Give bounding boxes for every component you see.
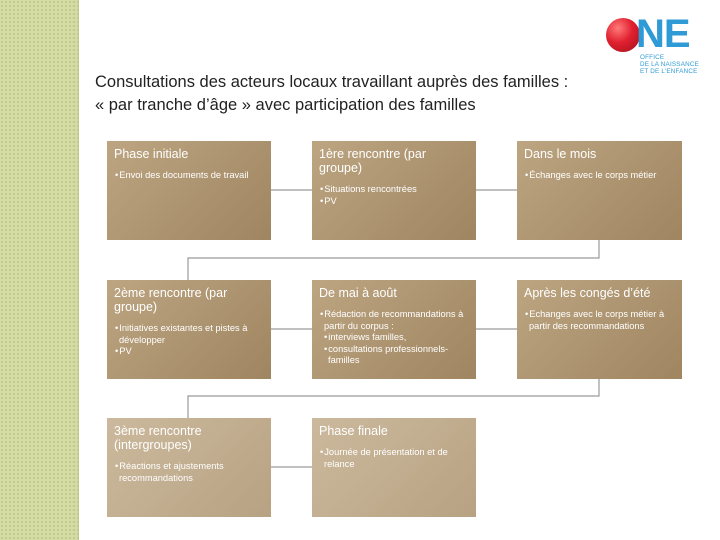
box-troisieme-rencontre <box>107 418 271 517</box>
box-item-list <box>319 309 470 367</box>
box-item: • Envoi des documents de travail <box>114 170 265 182</box>
box-phase-initiale <box>107 141 271 240</box>
box-heading: Phase finale <box>319 424 388 438</box>
box-heading: 3ème rencontre (intergroupes) <box>114 424 202 452</box>
box-dans-le-mois <box>517 141 682 240</box>
logo-subtitle-line3: ET DE L’ENFANCE <box>640 68 698 75</box>
page-title-line1: Consultations des acteurs locaux travaillant auprès des familles : <box>95 73 569 91</box>
box-heading: Phase initiale <box>114 147 189 161</box>
box-item: • Echanges avec le corps métier à partir des recommandations <box>524 309 676 332</box>
box-item: • PV <box>114 346 265 358</box>
box-item-list <box>524 309 676 332</box>
box-heading: 2ème rencontre (par groupe) <box>114 286 228 314</box>
box-item: • Initiatives existantes et pistes à développer <box>114 323 265 346</box>
connector-row1-row2 <box>188 240 599 280</box>
box-item: • Réactions et ajustements recommandations <box>114 461 265 484</box>
page-title-line2: « par tranche d’âge » avec participation des familles <box>95 96 476 114</box>
box-heading: Après les congés d’été <box>524 286 651 300</box>
connector-row2-row3 <box>188 379 599 418</box>
logo-mark: NE <box>636 12 690 56</box>
box-deuxieme-rencontre <box>107 280 271 379</box>
box-item-list <box>524 170 676 182</box>
box-heading: De mai à août <box>319 286 397 300</box>
box-item-list <box>319 447 470 470</box>
box-item: • Échanges avec le corps métier <box>524 170 676 182</box>
box-item: • Situations rencontrées <box>319 184 470 196</box>
box-item-list <box>319 184 470 207</box>
box-item-list <box>114 323 265 358</box>
box-item: • Journée de présentation et de relance <box>319 447 470 470</box>
box-subitem: • interviews familles, <box>319 332 470 344</box>
box-heading: Dans le mois <box>524 147 597 161</box>
box-item: • Rédaction de recommandations à partir du corpus : <box>319 309 470 332</box>
box-premiere-rencontre <box>312 141 476 240</box>
box-mai-aout <box>312 280 476 379</box>
box-heading: 1ère rencontre (par groupe) <box>319 147 427 175</box>
box-item: • PV <box>319 196 470 208</box>
box-item-list <box>114 461 265 484</box>
box-item-list <box>114 170 265 182</box>
box-subitem: • consultations professionnels-familles <box>319 344 470 367</box>
box-phase-finale <box>312 418 476 517</box>
logo-subtitle-line2: DE LA NAISSANCE <box>640 61 699 68</box>
logo-subtitle-line1: OFFICE <box>640 54 665 61</box>
box-apres-conges <box>517 280 682 379</box>
